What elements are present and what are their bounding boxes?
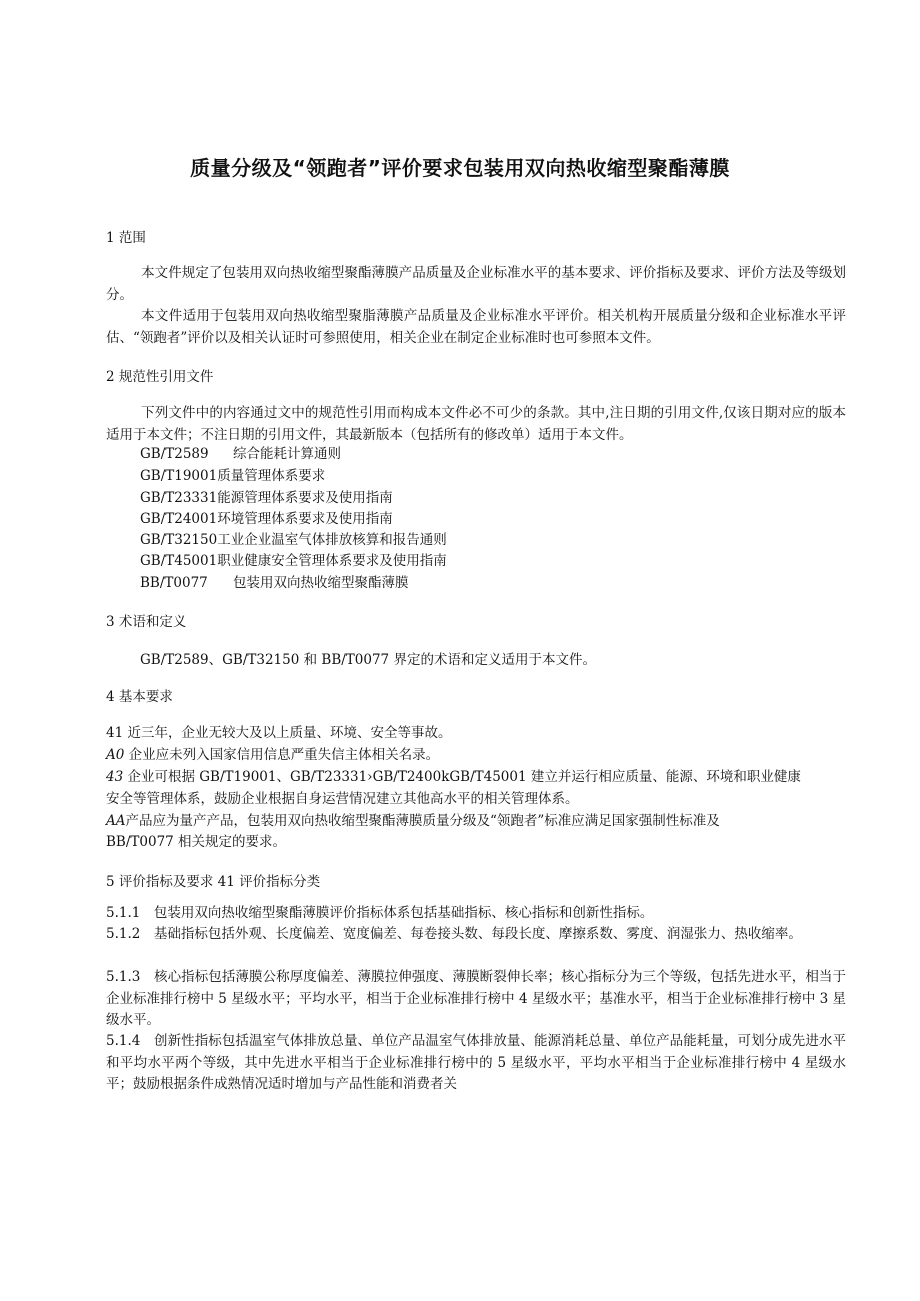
clause-label: 5.1.1 bbox=[106, 905, 141, 921]
reference-item bbox=[140, 466, 325, 486]
basic-requirement-3 bbox=[106, 767, 801, 787]
basic-requirement-2 bbox=[106, 745, 439, 765]
reference-item bbox=[140, 509, 393, 529]
basic-requirement-4-continued: BB/T0077 相关规定的要求。 bbox=[106, 834, 287, 850]
clause-label: 5.1.4 bbox=[106, 1033, 141, 1049]
indicator-clause-5-1-2 bbox=[106, 924, 846, 946]
basic-requirement-4 bbox=[106, 811, 720, 831]
indicator-clause-5-1-4 bbox=[106, 1031, 846, 1096]
indicator-clause-5-1-3 bbox=[106, 967, 846, 1032]
clause-label: 5.1.2 bbox=[106, 926, 141, 942]
reference-name: 能源管理体系要求及使用指南 bbox=[217, 490, 393, 506]
clause-number: 41 bbox=[106, 725, 124, 741]
scope-paragraph-1: 本文件规定了包装用双向热收缩型聚酯薄膜产品质量及企业标准水平的基本要求、评价指标及要求、评价方法及等级划分。 bbox=[106, 265, 846, 303]
basic-requirement-1 bbox=[106, 723, 451, 743]
clause-number: A0 bbox=[106, 747, 125, 763]
clause-text: 近三年，企业无较大及以上质量、环境、安全等事故。 bbox=[123, 725, 452, 741]
indicator-clause-5-1-1 bbox=[106, 903, 846, 925]
reference-item bbox=[140, 488, 393, 508]
reference-code: BB/T0077 bbox=[140, 575, 208, 591]
section-terms-heading: 3 术语和定义 bbox=[106, 614, 187, 630]
reference-name: 质量管理体系要求 bbox=[217, 468, 326, 484]
clause-text: 创新性指标包括温室气体排放总量、单位产品温室气体排放量、能源消耗总量、单位产品能耗量，可划分成先进水平和平均水平两个等级，其中先进水平相当于企业标准排行榜中的 5 星级水平，平均水平相当于企业标准排行榜中 4 星级水平；鼓励根据条件成熟情况适时增加与产品性能和消费者关 bbox=[106, 1033, 846, 1092]
scope-paragraph-2: 本文件适用于包装用双向热收缩型聚脂薄膜产品质量及企业标准水平评价。相关机构开展质量分级和企业标准水平评估、“领跑者”评价以及相关认证时可参照使用，相关企业在制定企业标准时也可参照本文件。 bbox=[106, 308, 846, 346]
reference-item bbox=[140, 444, 341, 464]
section-scope-heading: 1 范围 bbox=[106, 230, 146, 246]
clause-text: 企业应未列入国家信用信息严重失信主体相关名录。 bbox=[124, 747, 440, 763]
reference-item bbox=[140, 573, 409, 593]
reference-code: GB/T32150 bbox=[140, 532, 218, 548]
reference-name: 工业企业温室气体排放核算和报告通则 bbox=[217, 532, 447, 548]
basic-requirement-3-continued: 安全等管理体系，鼓励企业根据自身运营情况建立其他高水平的相关管理体系。 bbox=[106, 791, 579, 807]
terms-paragraph: GB/T2589、GB/T32150 和 BB/T0077 界定的术语和定义适用于本文件。 bbox=[140, 652, 596, 668]
section-references-heading: 2 规范性引用文件 bbox=[106, 369, 214, 385]
section-indicators-heading: 5 评价指标及要求 41 评价指标分类 bbox=[106, 874, 321, 890]
reference-code: GB/T23331 bbox=[140, 490, 218, 506]
clause-text: 核心指标包括薄膜公称厚度偏差、薄膜拉伸强度、薄膜断裂伸长率；核心指标分为三个等级，包括先进水平，相当于企业标准排行榜中 5 星级水平；平均水平，相当于企业标准排行榜中 4 星级水平；基准水平，相当于企业标准排行榜中 3 星级水平。 bbox=[106, 969, 847, 1028]
clause-text: 企业可根据 GB/T19001、GB/T23331›GB/T2400kGB/T45001 建立并运行相应质量、能源、环境和职业健康 bbox=[123, 769, 801, 785]
clause-number: 43 bbox=[106, 769, 124, 785]
clause-text: 基础指标包括外观、长度偏差、宽度偏差、每卷接头数、每段长度、摩擦系数、雾度、润湿张力、热收缩率。 bbox=[153, 926, 802, 942]
reference-name: 综合能耗计算通则 bbox=[233, 446, 341, 462]
reference-name: 职业健康安全管理体系要求及使用指南 bbox=[217, 553, 447, 569]
document-title: 质量分级及“领跑者”评价要求包装用双向热收缩型聚酯薄膜 bbox=[190, 156, 730, 180]
reference-name: 环境管理体系要求及使用指南 bbox=[217, 511, 393, 527]
section-basic-heading: 4 基本要求 bbox=[106, 689, 173, 705]
reference-code: GB/T19001 bbox=[140, 468, 218, 484]
clause-text: 包装用双向热收缩型聚酯薄膜评价指标体系包括基础指标、核心指标和创新性指标。 bbox=[153, 905, 654, 921]
reference-item bbox=[140, 530, 447, 550]
references-intro: 下列文件中的内容通过文中的规范性引用而构成本文件必不可少的条款。其中,注日期的引用文件,仅该日期对应的版本适用于本文件；不注日期的引用文件，其最新版本（包括所有的修改单）适用于本文件。 bbox=[106, 405, 846, 443]
reference-code: GB/T24001 bbox=[140, 511, 218, 527]
clause-number: AA bbox=[106, 813, 126, 829]
reference-name: 包装用双向热收缩型聚酯薄膜 bbox=[233, 575, 409, 591]
reference-code: GB/T45001 bbox=[140, 553, 218, 569]
clause-text: 产品应为量产产品，包装用双向热收缩型聚酯薄膜质量分级及“领跑者”标准应满足国家强制性标准及 bbox=[125, 813, 720, 829]
reference-item bbox=[140, 551, 447, 571]
clause-label: 5.1.3 bbox=[106, 969, 141, 985]
reference-code: GB/T2589 bbox=[140, 446, 209, 462]
